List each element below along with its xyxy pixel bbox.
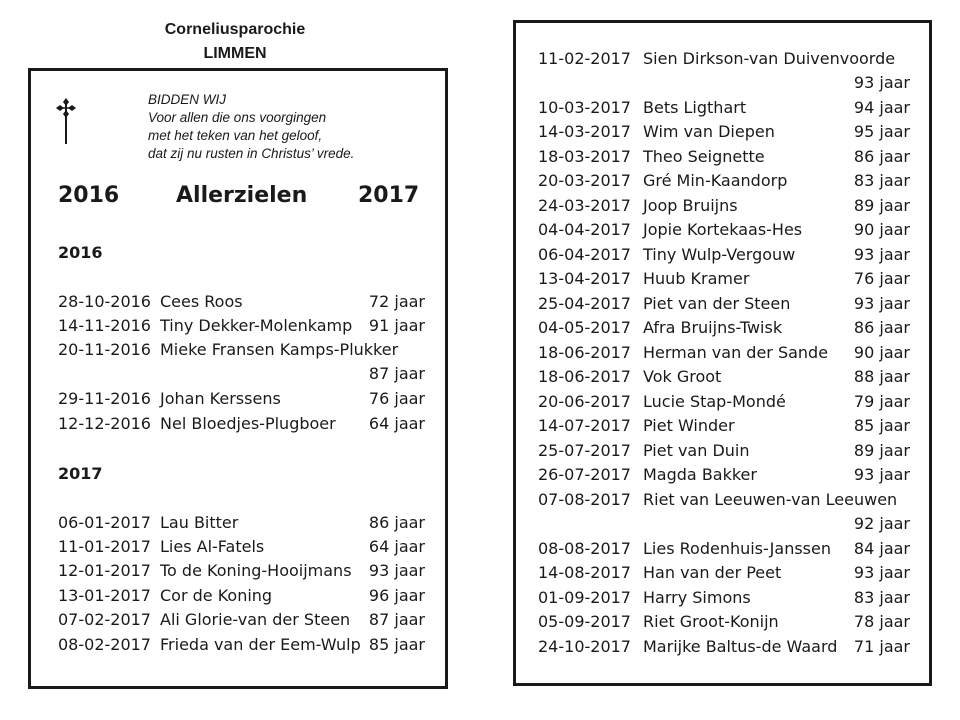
parish-town: LIMMEN <box>203 45 267 62</box>
list-item <box>58 387 425 411</box>
cross-icon <box>54 98 78 146</box>
entry-date: 29-11-2016 <box>58 389 151 409</box>
entry-name: Nel Bloedjes-Plugboer <box>160 413 336 433</box>
entry-age: 87 jaar <box>368 610 425 630</box>
entry-name: Piet van der Steen <box>643 293 791 313</box>
entry-age: 72 jaar <box>368 291 425 311</box>
prayer-text <box>148 91 428 163</box>
entry-name: Tiny Dekker-Molenkamp <box>160 316 353 336</box>
list-item <box>538 634 910 659</box>
list-item <box>538 365 910 390</box>
entry-age: 83 jaar <box>853 587 910 607</box>
header-year-right: 2017 <box>358 183 420 208</box>
entry-name: Sien Dirkson-van Duivenvoorde <box>643 48 896 68</box>
entry-age: 87 jaar <box>368 364 425 384</box>
entry-name: Frieda van der Eem-Wulp <box>160 634 361 654</box>
entry-age: 64 jaar <box>368 413 425 433</box>
entry-date: 20-03-2017 <box>538 171 631 191</box>
entry-date: 13-04-2017 <box>538 269 631 289</box>
entry-name: Lies Rodenhuis-Janssen <box>643 538 831 558</box>
list-item <box>538 218 910 243</box>
entry-age: 85 jaar <box>853 416 910 436</box>
list-item <box>538 561 910 586</box>
entry-name: Riet van Leeuwen-van Leeuwen <box>643 489 898 509</box>
section-heading-2017: 2017 <box>58 464 103 483</box>
list-item <box>538 487 910 512</box>
list-item <box>58 632 425 656</box>
list-item <box>58 289 425 313</box>
entry-name: Tiny Wulp-Vergouw <box>643 244 796 264</box>
entry-name: Lucie Stap-Mondé <box>643 391 786 411</box>
entry-date: 24-03-2017 <box>538 195 631 215</box>
entry-date: 07-08-2017 <box>538 489 631 509</box>
entry-age: 86 jaar <box>853 146 910 166</box>
entry-age: 93 jaar <box>853 72 910 92</box>
list-item <box>58 510 425 534</box>
entry-date: 20-11-2016 <box>58 340 151 360</box>
entry-name: Gré Min-Kaandorp <box>643 171 788 191</box>
list-2017-left <box>58 510 425 656</box>
list-item <box>58 608 425 632</box>
entry-name: Lies Al-Fatels <box>160 537 265 557</box>
entry-date: 20-06-2017 <box>538 391 631 411</box>
list-item <box>538 438 910 463</box>
entry-date: 06-01-2017 <box>58 512 151 532</box>
entry-age: 89 jaar <box>853 440 910 460</box>
entry-date: 26-07-2017 <box>538 465 631 485</box>
entry-name: Han van der Peet <box>643 563 782 583</box>
entry-date: 11-02-2017 <box>538 48 631 68</box>
entry-date: 04-05-2017 <box>538 318 631 338</box>
entry-age: 83 jaar <box>853 171 910 191</box>
list-item <box>58 338 425 362</box>
entry-age: 84 jaar <box>853 538 910 558</box>
entry-date: 25-07-2017 <box>538 440 631 460</box>
prayer-line: Voor allen die ons voorgingen <box>148 110 327 125</box>
entry-name: Wim van Diepen <box>643 122 775 142</box>
list-item <box>538 267 910 292</box>
entry-date: 10-03-2017 <box>538 97 631 117</box>
list-item <box>538 463 910 488</box>
entry-age: 93 jaar <box>853 563 910 583</box>
list-item <box>58 411 425 435</box>
entry-name: Jopie Kortekaas-Hes <box>643 220 803 240</box>
entry-age: 90 jaar <box>853 220 910 240</box>
entry-age: 93 jaar <box>853 465 910 485</box>
list-item <box>538 144 910 169</box>
entry-name: Joop Bruijns <box>643 195 738 215</box>
entry-age: 85 jaar <box>368 634 425 654</box>
entry-age: 79 jaar <box>853 391 910 411</box>
entry-date: 14-08-2017 <box>538 563 631 583</box>
section-heading-2016: 2016 <box>58 243 103 262</box>
entry-name: Piet Winder <box>643 416 735 436</box>
entry-date: 28-10-2016 <box>58 291 151 311</box>
list-2016 <box>58 289 425 435</box>
entry-age: 89 jaar <box>853 195 910 215</box>
entry-age: 86 jaar <box>853 318 910 338</box>
entry-date: 13-01-2017 <box>58 585 151 605</box>
entry-age: 90 jaar <box>853 342 910 362</box>
entry-name: Harry Simons <box>643 587 751 607</box>
list-item <box>58 313 425 337</box>
prayer-line: met het teken van het geloof, <box>148 128 323 143</box>
entry-date: 07-02-2017 <box>58 610 151 630</box>
entry-date: 14-07-2017 <box>538 416 631 436</box>
list-item <box>538 340 910 365</box>
list-item <box>58 583 425 607</box>
prayer-heading: BIDDEN WIJ <box>148 92 227 107</box>
entry-name: Johan Kerssens <box>160 389 281 409</box>
list-item <box>538 316 910 341</box>
entry-name: Marijke Baltus-de Waard <box>643 636 838 656</box>
entry-age: 94 jaar <box>853 97 910 117</box>
entry-age: 78 jaar <box>853 612 910 632</box>
entry-age: 76 jaar <box>853 269 910 289</box>
list-item <box>538 242 910 267</box>
entry-date: 12-12-2016 <box>58 413 151 433</box>
entry-date: 25-04-2017 <box>538 293 631 313</box>
parish-name: Corneliusparochie <box>164 21 306 38</box>
entry-age: 93 jaar <box>368 561 425 581</box>
entry-age: 92 jaar <box>853 513 910 533</box>
entry-name: Huub Kramer <box>643 269 750 289</box>
entry-date: 18-06-2017 <box>538 367 631 387</box>
entry-date: 24-10-2017 <box>538 636 631 656</box>
list-item <box>538 95 910 120</box>
entry-age: 71 jaar <box>853 636 910 656</box>
list-item <box>538 389 910 414</box>
entry-name: Theo Seignette <box>643 146 765 166</box>
entry-name: Piet van Duin <box>643 440 750 460</box>
entry-date: 05-09-2017 <box>538 612 631 632</box>
prayer-line: dat zij nu rusten in Christus’ vrede. <box>148 146 355 161</box>
entry-date: 14-03-2017 <box>538 122 631 142</box>
list-item <box>538 169 910 194</box>
page-title: Allerzielen <box>176 183 308 208</box>
entry-name: Lau Bitter <box>160 512 239 532</box>
entry-name: To de Koning-Hooijmans <box>160 561 352 581</box>
entry-age: 76 jaar <box>368 389 425 409</box>
list-item <box>538 536 910 561</box>
entry-date: 01-09-2017 <box>538 587 631 607</box>
header-year-left: 2016 <box>58 183 120 208</box>
list-item <box>58 534 425 558</box>
entry-date: 08-02-2017 <box>58 634 151 654</box>
entry-age: 93 jaar <box>853 244 910 264</box>
entry-date: 08-08-2017 <box>538 538 631 558</box>
list-2017-right <box>538 46 910 659</box>
entry-name: Magda Bakker <box>643 465 757 485</box>
list-item <box>538 585 910 610</box>
entry-name: Ali Glorie-van der Steen <box>160 610 351 630</box>
entry-name: Herman van der Sande <box>643 342 829 362</box>
list-item <box>538 193 910 218</box>
list-item <box>538 46 910 71</box>
entry-date: 04-04-2017 <box>538 220 631 240</box>
entry-date: 14-11-2016 <box>58 316 151 336</box>
list-item <box>538 610 910 635</box>
list-item <box>538 291 910 316</box>
entry-age: 93 jaar <box>853 293 910 313</box>
entry-age: 91 jaar <box>368 316 425 336</box>
entry-name: Vok Groot <box>643 367 722 387</box>
entry-name: Cees Roos <box>160 291 243 311</box>
entry-date: 06-04-2017 <box>538 244 631 264</box>
entry-name: Bets Ligthart <box>643 97 747 117</box>
entry-date: 12-01-2017 <box>58 561 151 581</box>
parish-heading <box>150 18 320 66</box>
entry-name: Cor de Koning <box>160 585 273 605</box>
entry-name: Afra Bruijns-Twisk <box>643 318 783 338</box>
entry-age: 86 jaar <box>368 512 425 532</box>
list-item <box>58 559 425 583</box>
list-item <box>538 414 910 439</box>
entry-age: 96 jaar <box>368 585 425 605</box>
entry-age: 88 jaar <box>853 367 910 387</box>
entry-age: 95 jaar <box>853 122 910 142</box>
entry-name: Riet Groot-Konijn <box>643 612 779 632</box>
entry-date: 11-01-2017 <box>58 537 151 557</box>
list-item <box>538 120 910 145</box>
entry-name: Mieke Fransen Kamps-Plukker <box>160 340 399 360</box>
entry-date: 18-06-2017 <box>538 342 631 362</box>
entry-date: 18-03-2017 <box>538 146 631 166</box>
entry-age: 64 jaar <box>368 537 425 557</box>
